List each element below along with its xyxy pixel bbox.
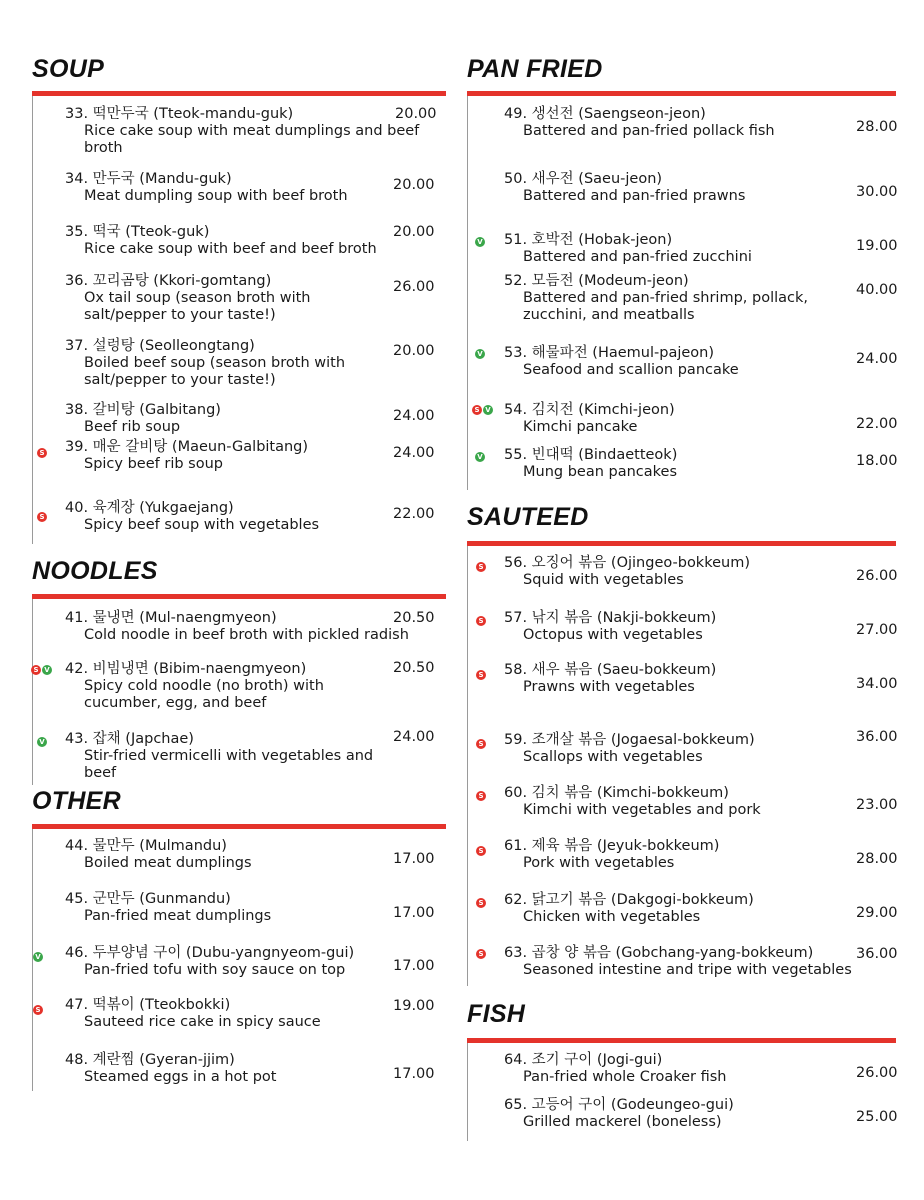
divider-pan-fried [467, 91, 896, 96]
menu-item [65, 891, 384, 925]
spicy-badge-icon: S [33, 1005, 43, 1015]
menu-item-price: 26.00 [856, 1065, 898, 1081]
menu-item [65, 106, 434, 157]
menu-item [504, 945, 903, 979]
menu-item [504, 106, 823, 140]
divider-noodles [32, 594, 446, 599]
spicy-badge-icon: S [476, 949, 486, 959]
menu-item-name: 60. 김치 볶음 (Kimchi-bokkeum) [504, 785, 729, 801]
menu-item-description: Meat dumpling soup with beef broth [84, 188, 348, 204]
menu-item-description: Spicy beef soup with vegetables [84, 517, 320, 533]
menu-item-description: Seafood and scallion pancake [523, 362, 739, 378]
menu-item-price: 17.00 [393, 1066, 435, 1082]
menu-item-price: 18.00 [856, 453, 898, 469]
menu-item-price: 22.00 [393, 506, 435, 522]
menu-item-price: 28.00 [856, 851, 898, 867]
divider-fish [467, 1038, 896, 1043]
divider-soup [32, 91, 446, 96]
menu-item-price: 20.00 [393, 224, 435, 240]
menu-item-price: 26.00 [393, 279, 435, 295]
diet-badges [476, 616, 486, 626]
menu-item-price: 29.00 [856, 905, 898, 921]
menu-item-description: Spicy cold noodle (no broth) with cucumber, egg, and beef [84, 678, 324, 711]
section-heading-other: OTHER [32, 787, 121, 815]
spicy-badge-icon: S [476, 562, 486, 572]
menu-item-name: 56. 오징어 볶음 (Ojingeo-bokkeum) [504, 555, 750, 571]
spicy-badge-icon: S [476, 670, 486, 680]
menu-item-name: 36. 꼬리곰탕 (Kkori-gomtang) [65, 273, 272, 289]
diet-badges [475, 237, 485, 247]
menu-item-price: 19.00 [856, 238, 898, 254]
menu-item [65, 610, 444, 644]
menu-item [65, 402, 384, 436]
vegetarian-badge-icon: V [483, 405, 493, 415]
menu-item-description: Cold noodle in beef broth with pickled radish [84, 627, 409, 643]
menu-item-name: 64. 조기 구이 (Jogi-gui) [504, 1052, 663, 1068]
menu-item-price: 23.00 [856, 797, 898, 813]
spicy-badge-icon: S [476, 898, 486, 908]
diet-badges [472, 405, 493, 415]
menu-item-price: 36.00 [856, 946, 898, 962]
menu-item-description: Pan-fried meat dumplings [84, 908, 272, 924]
spicy-badge-icon: S [37, 448, 47, 458]
menu-item-name: 53. 해물파전 (Haemul-pajeon) [504, 345, 715, 361]
menu-item [504, 732, 823, 766]
menu-item-description: Spicy beef rib soup [84, 456, 223, 472]
diet-badges [475, 349, 485, 359]
section-heading-pan-fried: PAN FRIED [467, 55, 603, 83]
divider-sauteed [467, 541, 896, 546]
diet-badges [476, 846, 486, 856]
menu-item-name: 44. 물만두 (Mulmandu) [65, 838, 227, 854]
vegetarian-badge-icon: V [42, 665, 52, 675]
menu-item-price: 20.00 [395, 106, 437, 122]
diet-badges [476, 562, 486, 572]
menu-item-name: 62. 닭고기 볶음 (Dakgogi-bokkeum) [504, 892, 754, 908]
menu-item [504, 447, 823, 481]
menu-item-description: Battered and pan-fried shrimp, pollack, zucchini, and meatballs [523, 290, 809, 323]
menu-item-price: 25.00 [856, 1109, 898, 1125]
menu-item [504, 892, 823, 926]
menu-item-name: 52. 모듬전 (Modeum-jeon) [504, 273, 689, 289]
menu-item-name: 42. 비빔냉면 (Bibim-naengmyeon) [65, 661, 307, 677]
menu-item-name: 38. 갈비탕 (Galbitang) [65, 402, 221, 418]
menu-item-description: Pan-fried tofu with soy sauce on top [84, 962, 346, 978]
menu-item-description: Steamed eggs in a hot pot [84, 1069, 277, 1085]
diet-badges [476, 949, 486, 959]
menu-item-price: 30.00 [856, 184, 898, 200]
menu-item-price: 24.00 [393, 408, 435, 424]
menu-item-description: Battered and pan-fried pollack fish [523, 123, 775, 139]
menu-item-name: 58. 새우 볶음 (Saeu-bokkeum) [504, 662, 717, 678]
diet-badges [37, 737, 47, 747]
menu-item [504, 1052, 823, 1086]
section-heading-soup: SOUP [32, 55, 105, 83]
menu-item-name: 59. 조개살 볶음 (Jogaesal-bokkeum) [504, 732, 755, 748]
diet-badges [37, 448, 47, 458]
menu-item-description: Rice cake soup with meat dumplings and beef broth [84, 123, 420, 156]
menu-item [65, 838, 384, 872]
menu-item [65, 439, 384, 473]
diet-badges [37, 512, 47, 522]
spicy-badge-icon: S [476, 739, 486, 749]
menu-item [65, 224, 414, 258]
section-heading-sauteed: SAUTEED [467, 503, 589, 531]
menu-item-name: 37. 설렁탕 (Seolleongtang) [65, 338, 255, 354]
menu-item-price: 20.00 [393, 177, 435, 193]
diet-badges [476, 670, 486, 680]
menu-item-description: Sauteed rice cake in spicy sauce [84, 1014, 321, 1030]
menu-item-name: 65. 고등어 구이 (Godeungeo-gui) [504, 1097, 734, 1113]
menu-item-name: 47. 떡볶이 (Tteokbokki) [65, 997, 231, 1013]
menu-item [504, 345, 823, 379]
menu-item [504, 232, 823, 266]
section-border-fish [467, 1043, 468, 1141]
menu-item [65, 338, 384, 389]
diet-badges [31, 665, 52, 675]
spicy-badge-icon: S [476, 616, 486, 626]
menu-item-name: 63. 곱창 양 볶음 (Gobchang-yang-bokkeum) [504, 945, 814, 961]
vegetarian-badge-icon: V [37, 737, 47, 747]
menu-item [65, 1052, 384, 1086]
menu-item-name: 48. 계란찜 (Gyeran-jjim) [65, 1052, 235, 1068]
menu-item-name: 34. 만두국 (Mandu-guk) [65, 171, 232, 187]
menu-item-description: Prawns with vegetables [523, 679, 695, 695]
menu-item [65, 945, 404, 979]
menu-item-description: Ox tail soup (season broth with salt/pepper to your taste!) [84, 290, 311, 323]
menu-item-description: Seasoned intestine and tripe with vegetables [523, 962, 852, 978]
menu-item-description: Chicken with vegetables [523, 909, 701, 925]
menu-item [504, 273, 843, 324]
menu-item-name: 51. 호박전 (Hobak-jeon) [504, 232, 673, 248]
diet-badges [33, 952, 43, 962]
menu-item-description: Scallops with vegetables [523, 749, 703, 765]
menu-item-price: 34.00 [856, 676, 898, 692]
menu-item-name: 61. 제육 볶음 (Jeyuk-bokkeum) [504, 838, 720, 854]
section-border-pan-fried [467, 96, 468, 490]
vegetarian-badge-icon: V [475, 452, 485, 462]
spicy-badge-icon: S [476, 791, 486, 801]
spicy-badge-icon: S [37, 512, 47, 522]
menu-item-price: 17.00 [393, 958, 435, 974]
menu-item-name: 54. 김치전 (Kimchi-jeon) [504, 402, 675, 418]
menu-item-price: 24.00 [393, 445, 435, 461]
spicy-badge-icon: S [31, 665, 41, 675]
menu-item-price: 20.00 [393, 343, 435, 359]
section-heading-fish: FISH [467, 1000, 526, 1028]
menu-item [504, 785, 823, 819]
spicy-badge-icon: S [472, 405, 482, 415]
vegetarian-badge-icon: V [475, 349, 485, 359]
menu-item-name: 50. 새우전 (Saeu-jeon) [504, 171, 663, 187]
diet-badges [476, 739, 486, 749]
menu-item [504, 1097, 823, 1131]
menu-item-description: Grilled mackerel (boneless) [523, 1114, 722, 1130]
menu-item [504, 171, 823, 205]
section-border-noodles [32, 599, 33, 785]
menu-item-name: 33. 떡만두국 (Tteok-mandu-guk) [65, 106, 294, 122]
menu-item-description: Beef rib soup [84, 419, 181, 435]
menu-item-name: 45. 군만두 (Gunmandu) [65, 891, 231, 907]
menu-item-price: 20.50 [393, 660, 435, 676]
menu-item-description: Stir-fried vermicelli with vegetables and beef [84, 748, 374, 781]
menu-item [504, 610, 823, 644]
section-heading-noodles: NOODLES [32, 557, 158, 585]
menu-item-description: Boiled beef soup (season broth with salt/pepper to your taste!) [84, 355, 346, 388]
diet-badges [476, 791, 486, 801]
menu-item-description: Squid with vegetables [523, 572, 684, 588]
menu-item-name: 43. 잡채 (Japchae) [65, 731, 194, 747]
menu-item-price: 22.00 [856, 416, 898, 432]
menu-item-description: Boiled meat dumplings [84, 855, 252, 871]
menu-item-price: 26.00 [856, 568, 898, 584]
menu-item-description: Kimchi with vegetables and pork [523, 802, 761, 818]
menu-item-name: 39. 매운 갈비탕 (Maeun-Galbitang) [65, 439, 309, 455]
menu-item-description: Rice cake soup with beef and beef broth [84, 241, 377, 257]
menu-item-price: 27.00 [856, 622, 898, 638]
menu-item-price: 17.00 [393, 905, 435, 921]
menu-item-price: 28.00 [856, 119, 898, 135]
menu-item [504, 662, 823, 696]
menu-item [504, 838, 823, 872]
menu-item [65, 997, 384, 1031]
menu-item-price: 24.00 [856, 351, 898, 367]
menu-item-name: 41. 물냉면 (Mul-naengmyeon) [65, 610, 277, 626]
menu-item-price: 24.00 [393, 729, 435, 745]
menu-item-price: 20.50 [393, 610, 435, 626]
diet-badges [33, 1005, 43, 1015]
menu-item [65, 171, 404, 205]
menu-item-description: Pan-fried whole Croaker fish [523, 1069, 727, 1085]
menu-item-name: 35. 떡국 (Tteok-guk) [65, 224, 210, 240]
section-border-sauteed [467, 546, 468, 986]
vegetarian-badge-icon: V [33, 952, 43, 962]
menu-item-price: 17.00 [393, 851, 435, 867]
menu-item-name: 55. 빈대떡 (Bindaetteok) [504, 447, 678, 463]
spicy-badge-icon: S [476, 846, 486, 856]
menu-item [65, 273, 384, 324]
menu-item-name: 46. 두부양념 구이 (Dubu-yangnyeom-gui) [65, 945, 355, 961]
menu-item-name: 49. 생선전 (Saengseon-jeon) [504, 106, 706, 122]
section-border-soup [32, 96, 33, 544]
menu-item-description: Kimchi pancake [523, 419, 638, 435]
menu-item [65, 661, 364, 712]
menu-item-price: 36.00 [856, 729, 898, 745]
menu-item [65, 731, 404, 782]
menu-item-name: 40. 육계장 (Yukgaejang) [65, 500, 234, 516]
menu-item [65, 500, 384, 534]
menu-item-price: 19.00 [393, 998, 435, 1014]
menu-item-description: Octopus with vegetables [523, 627, 703, 643]
diet-badges [475, 452, 485, 462]
vegetarian-badge-icon: V [475, 237, 485, 247]
menu-item [504, 402, 823, 436]
diet-badges [476, 898, 486, 908]
menu-item-description: Battered and pan-fried prawns [523, 188, 746, 204]
menu-item-description: Battered and pan-fried zucchini [523, 249, 752, 265]
divider-other [32, 824, 446, 829]
menu-item-name: 57. 낚지 볶음 (Nakji-bokkeum) [504, 610, 717, 626]
menu-item-description: Mung bean pancakes [523, 464, 678, 480]
menu-item-price: 40.00 [856, 282, 898, 298]
menu-item-description: Pork with vegetables [523, 855, 675, 871]
menu-item [504, 555, 823, 589]
